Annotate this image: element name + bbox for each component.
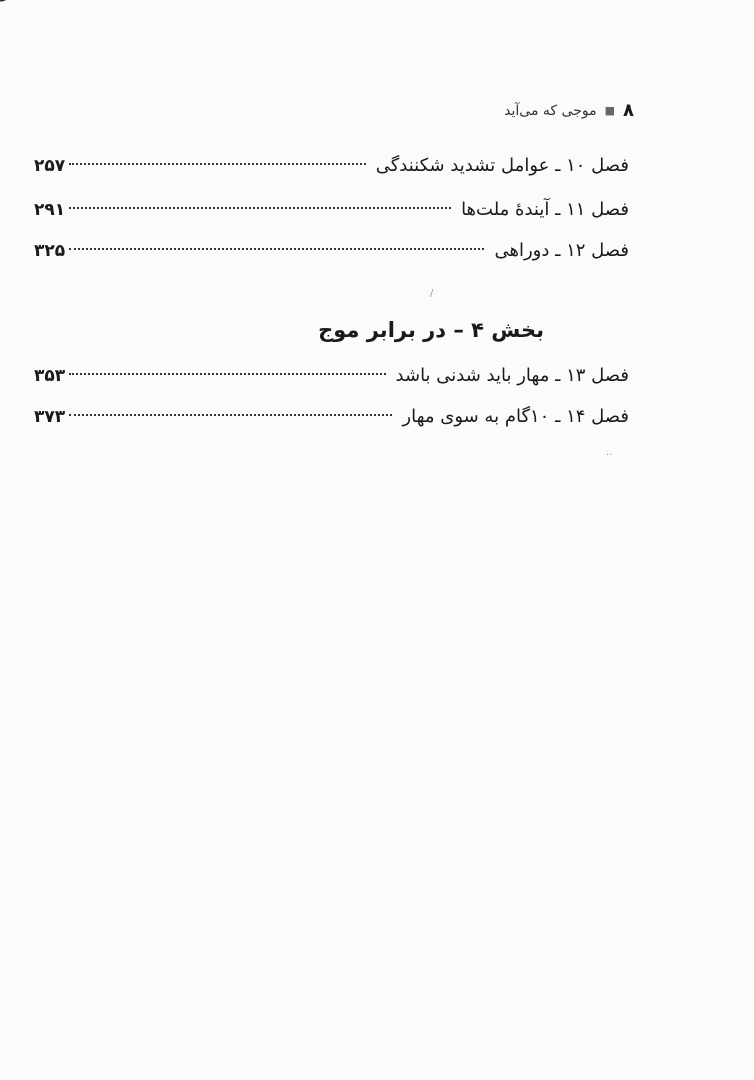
dot-leader [69, 207, 451, 209]
toc-entry-label: فصل ۱۰ ـ عوامل تشدید شکنندگی [375, 155, 629, 176]
toc-entry-page: ۳۷۳ [34, 407, 66, 427]
scan-speck: ·· [606, 450, 613, 461]
toc-entry-chapter-11[interactable] [34, 199, 629, 227]
running-title: موجی که می‌آید [504, 102, 597, 119]
part-4-title: بخش ۴ – در برابر موج [318, 318, 544, 342]
toc-entry-label: فصل ۱۲ ـ دوراهی [494, 240, 629, 261]
scan-speck: / [430, 288, 434, 299]
toc-entry-label: فصل ۱۳ ـ مهار باید شدنی باشد [395, 365, 629, 386]
page-header [504, 100, 634, 121]
dot-leader [69, 248, 484, 250]
header-bullet-icon: ■ [604, 104, 615, 117]
toc-entry-label: فصل ۱۴ ـ ۱۰گام به سوی مهار [402, 406, 629, 427]
toc-entry-page: ۳۲۵ [34, 241, 66, 261]
toc-entry-page: ۲۹۱ [34, 200, 66, 220]
toc-entry-chapter-10[interactable] [34, 155, 629, 183]
dot-leader [69, 414, 392, 416]
toc-entry-chapter-14[interactable] [34, 406, 629, 434]
toc-entry-chapter-12[interactable] [34, 240, 629, 268]
toc-entry-page: ۳۵۳ [34, 366, 66, 386]
dot-leader [69, 373, 385, 375]
scan-corner-mark [0, 0, 16, 8]
toc-entry-page: ۲۵۷ [34, 156, 66, 176]
toc-entry-label: فصل ۱۱ ـ آیندهٔ ملت‌ها [461, 199, 629, 220]
toc-entry-chapter-13[interactable] [34, 365, 629, 393]
dot-leader [69, 163, 366, 165]
page-number: ۸ [623, 100, 634, 121]
